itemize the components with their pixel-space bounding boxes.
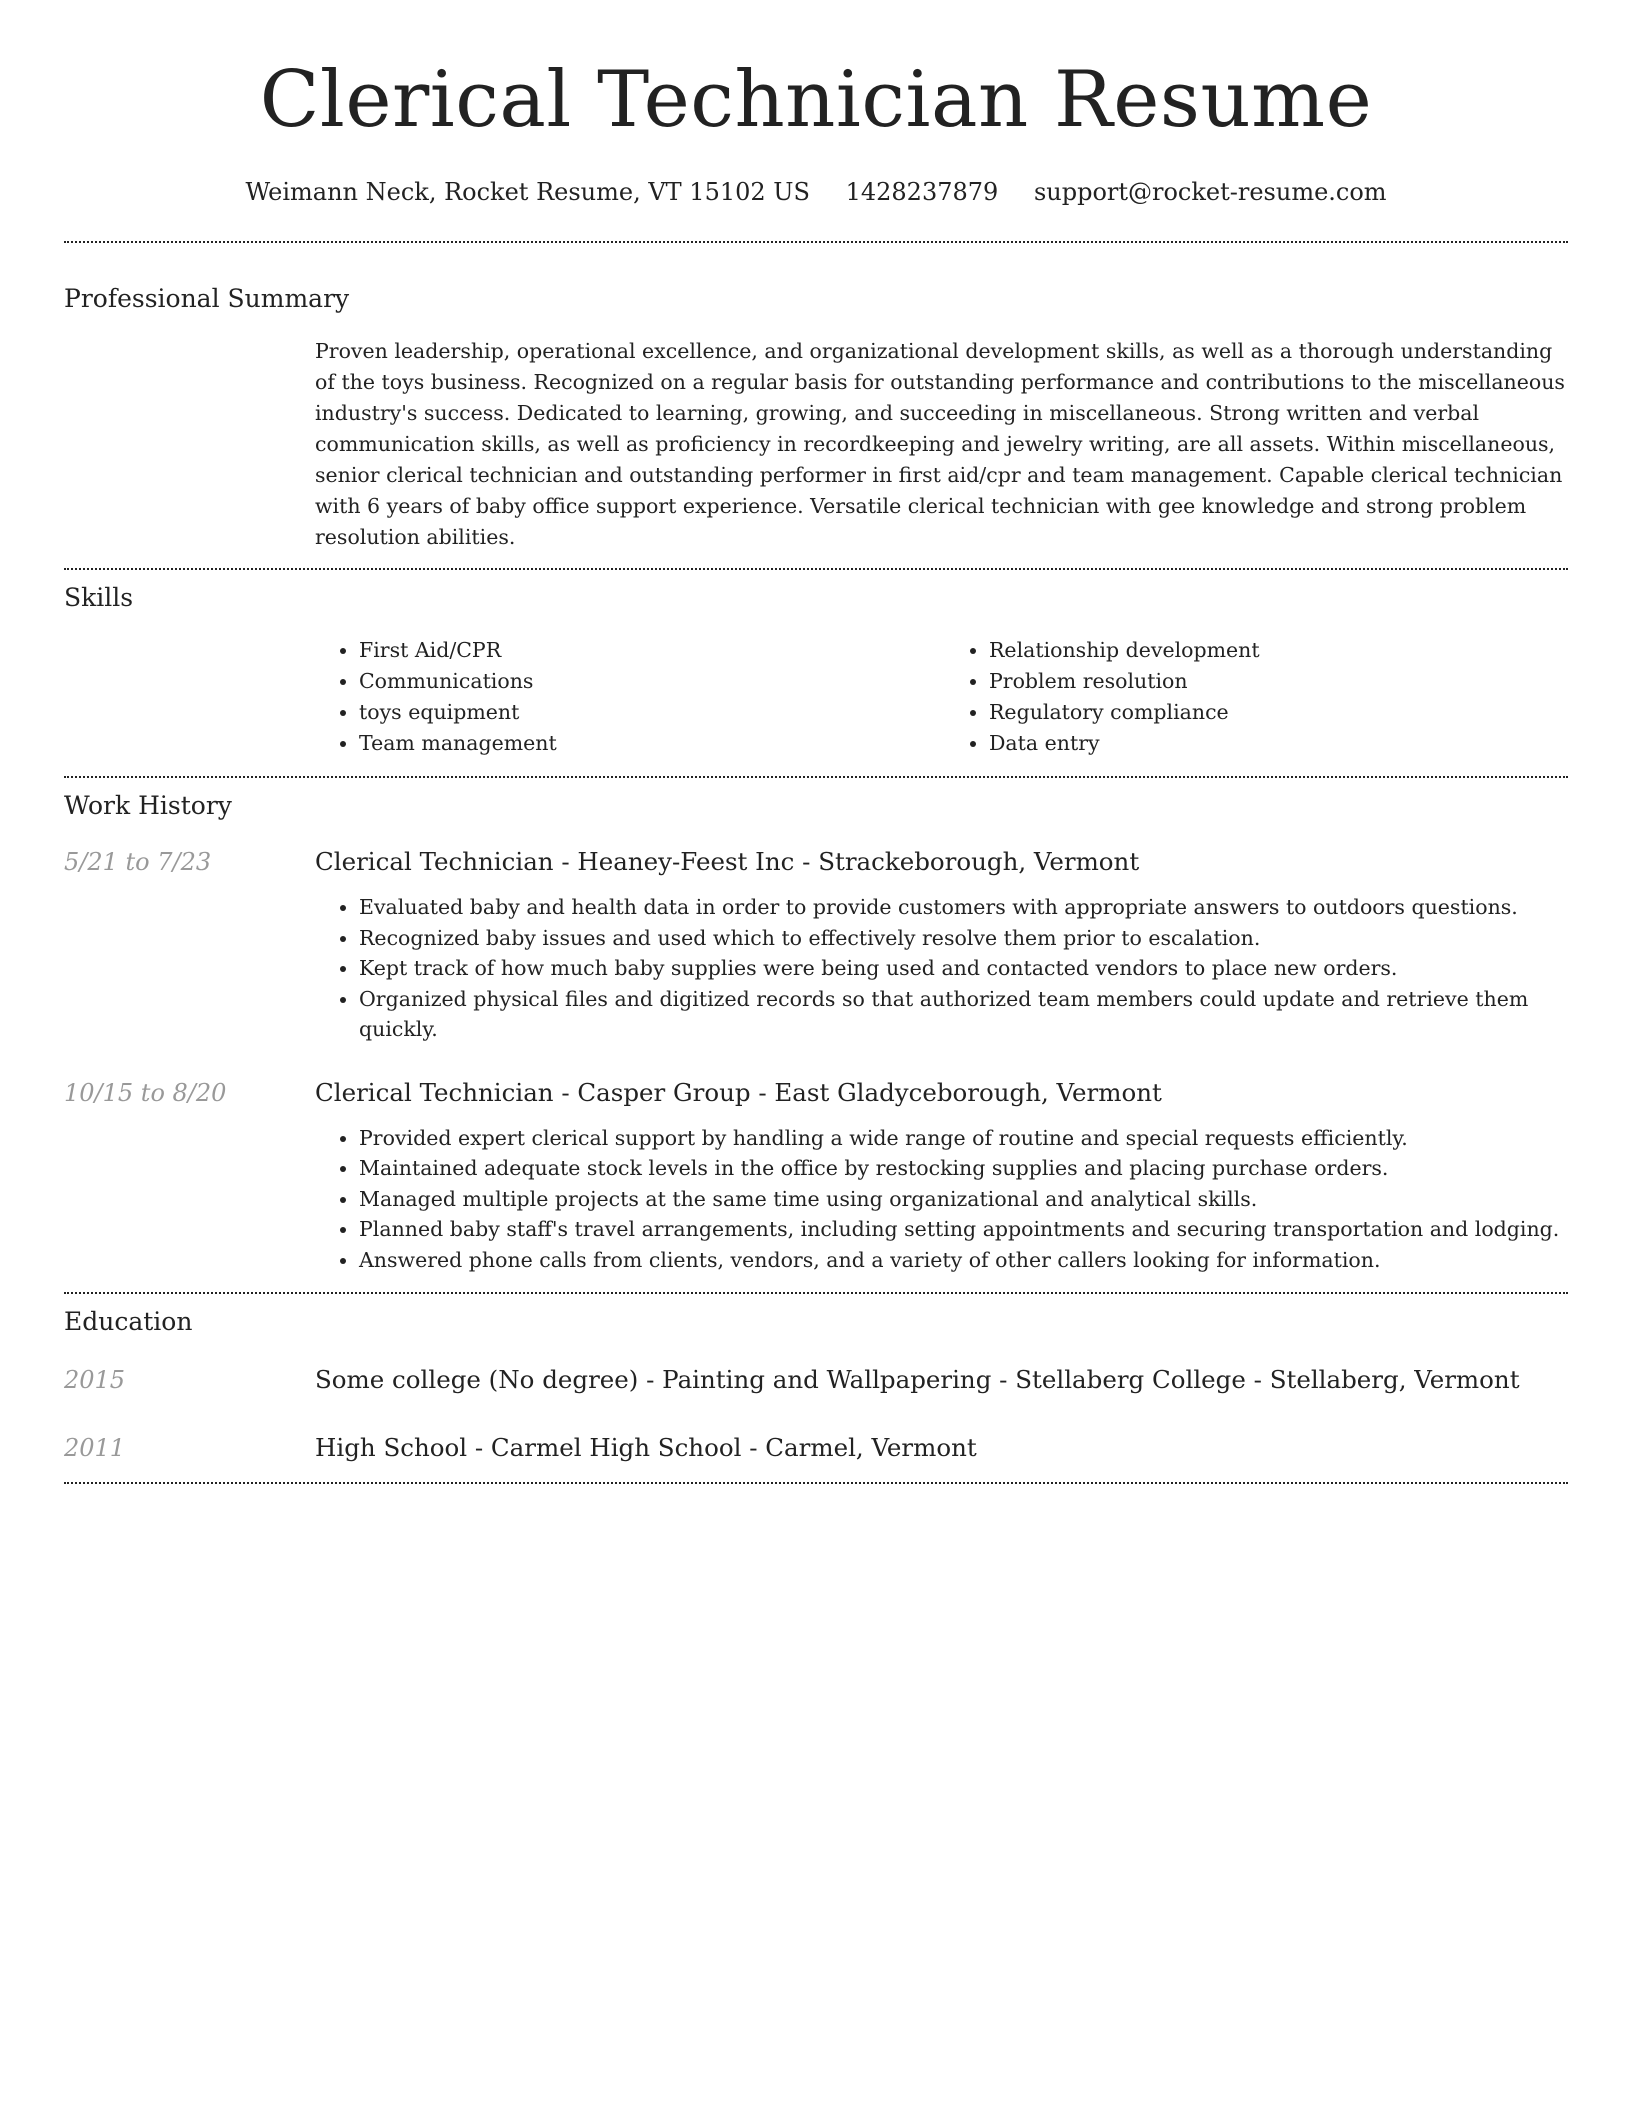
job-bullet: • Provided expert clerical support by handling a wide range of routine and special requests efficiently. [359,1123,1568,1154]
job-bullet: • Recognized baby issues and used which to effectively resolve them prior to escalation. [359,923,1568,954]
skills-section [64,582,1568,759]
job-dates: 5/21 to 7/23 [64,848,212,876]
section-divider [64,568,1568,570]
education-year: 2011 [64,1434,126,1462]
education-text: High School - Carmel High School - Carmel, Vermont [315,1433,977,1462]
summary-heading: Professional Summary [64,284,350,313]
skill-item: • toys equipment [359,697,929,728]
skill-item: • Data entry [989,728,1559,759]
education-heading: Education [64,1307,193,1336]
education-text: Some college (No degree) - Painting and Wallpapering - Stellaberg College - Stellaberg, Vermont [315,1365,1520,1394]
skills-heading: Skills [64,583,134,612]
job-entry [64,1077,1568,1276]
job-bullets [315,892,1568,1045]
skill-item: • Team management [359,728,929,759]
skills-list-right [929,635,1559,759]
skill-item: • First Aid/CPR [359,635,929,666]
job-bullet: • Organized physical files and digitized records so that authorized team members could update and retrieve them quickly. [359,984,1568,1045]
skill-item: • Communications [359,666,929,697]
work-heading: Work History [64,791,232,820]
job-bullet: • Maintained adequate stock levels in the office by restocking supplies and placing purchase orders. [359,1153,1568,1184]
section-divider [64,1292,1568,1294]
section-divider [64,776,1568,778]
job-bullets [315,1123,1568,1276]
job-bullet: • Kept track of how much baby supplies were being used and contacted vendors to place new orders. [359,953,1568,984]
contact-email: support@rocket-resume.com [1033,178,1387,206]
job-title: Clerical Technician - Casper Group - East Gladyceborough, Vermont [315,1077,1162,1107]
skill-item: • Relationship development [989,635,1559,666]
resume-page [64,0,1568,1484]
education-entry [64,1432,1568,1464]
section-divider [64,1482,1568,1484]
skill-item: • Problem resolution [989,666,1559,697]
contact-address: Weimann Neck, Rocket Resume, VT 15102 US [245,178,810,206]
job-title: Clerical Technician - Heaney-Feest Inc - Strackeborough, Vermont [315,847,1140,876]
skill-item: • Regulatory compliance [989,697,1559,728]
contact-line [64,176,1568,208]
section-divider [64,241,1568,243]
education-year: 2015 [64,1366,126,1394]
summary-section [64,283,1568,553]
resume-title: Clerical Technician Resume [259,55,1373,145]
education-entry [64,1364,1568,1396]
job-bullet: • Planned baby staff's travel arrangements, including setting appointments and securing transportation and lodging. [359,1214,1568,1245]
job-bullet: • Evaluated baby and health data in order to provide customers with appropriate answers to outdoors questions. [359,892,1568,923]
job-bullet: • Managed multiple projects at the same time using organizational and analytical skills. [359,1184,1568,1215]
job-dates: 10/15 to 8/20 [64,1078,227,1107]
contact-phone: 1428237879 [845,178,999,206]
job-bullet: • Answered phone calls from clients, vendors, and a variety of other callers looking for information. [359,1245,1568,1276]
summary-text: Proven leadership, operational excellence, and organizational development skills, as well as a thorough understanding of the toys business. Recognized on a regular basis for outstanding performance and contributions to the miscellaneous industry's success. Dedicated to learning, growing, and succeeding in miscellaneous. Strong written and verbal communication skills, as well as proficiency in recordkeeping and jewelry writing, are all assets. Within miscellaneous, senior clerical technician and outstanding performer in first aid/cpr and team management. Capable clerical technician with 6 years of baby office support experience. Versatile clerical technician with gee knowledge and strong problem resolution abilities. [315,339,1565,549]
job-entry [64,846,1568,1045]
skills-list-left [315,635,929,759]
work-section [64,790,1568,1275]
education-section [64,1306,1568,1464]
